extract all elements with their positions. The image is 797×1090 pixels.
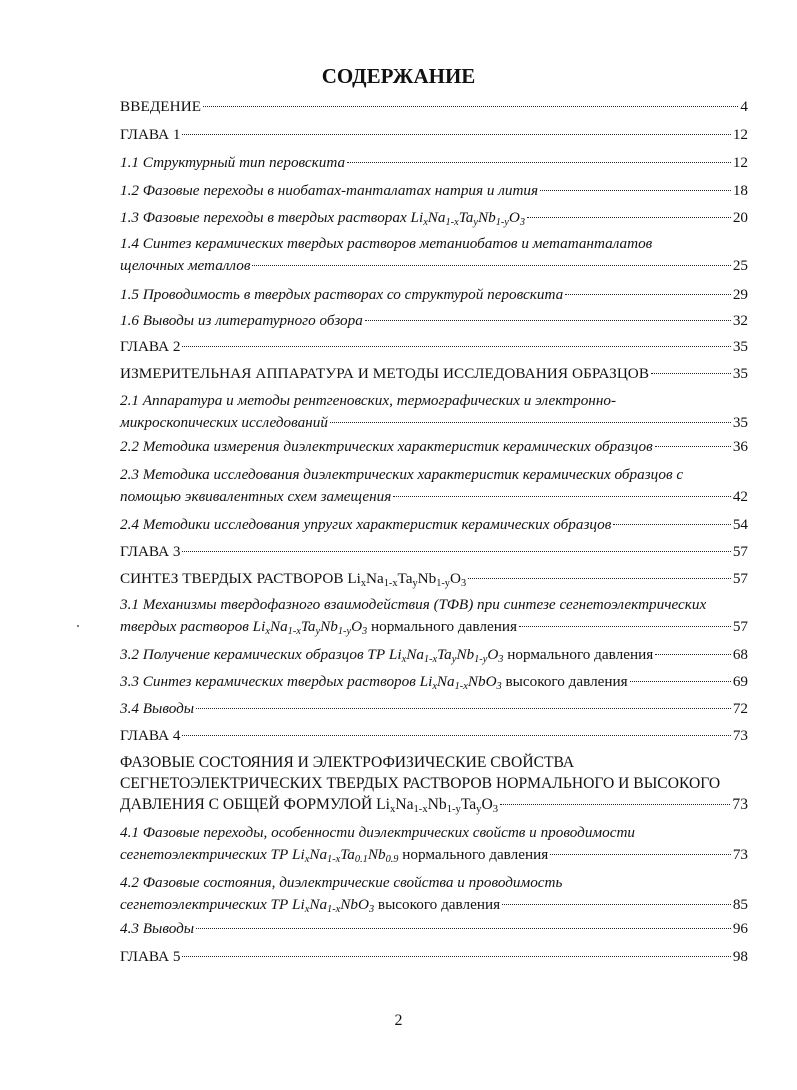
toc-entry-3-1[interactable]: 3.1 Механизмы твердофазного взаимодействия (ТФВ) при синтезе сегнетоэлектрических твердых растворов $Li_xNa_{1-x}Ta_yNb_{1-y}O_3$ нормального давления 57 xyxy=(120,596,748,637)
toc-entry-2-4[interactable]: 2.4 Методики исследования упругих характеристик керамических образцов 54 xyxy=(120,516,748,533)
toc-entry-chapter-1[interactable]: ГЛАВА 1 12 xyxy=(120,126,748,143)
toc-entry-2-3[interactable]: 2.3 Методика исследования диэлектрических характеристик керамических образцов с помощью эквивалентных схем замещения 42 xyxy=(120,466,748,505)
toc-entry-2-2[interactable]: 2.2 Методика измерения диэлектрических характеристик керамических образцов 36 xyxy=(120,438,748,455)
toc-entry-chapter-2[interactable]: ГЛАВА 2 35 xyxy=(120,338,748,355)
toc-entry-1-3[interactable]: 1.3 Фазовые переходы в твердых растворах $Li_xNa_{1-x}Ta_yNb_{1-y}O_3$ 20 xyxy=(120,209,748,228)
toc-entry-chapter-3-title[interactable]: СИНТЕЗ ТВЕРДЫХ РАСТВОРОВ $Li_xNa_{1-x}Ta_yNb_{1-y}O_3$ 57 xyxy=(120,570,748,589)
toc-entry-chapter-2-title[interactable]: ИЗМЕРИТЕЛЬНАЯ АППАРАТУРА И МЕТОДЫ ИССЛЕДОВАНИЯ ОБРАЗЦОВ 35 xyxy=(120,365,748,382)
toc-entry-4-3[interactable]: 4.3 Выводы 96 xyxy=(120,920,748,937)
toc-entry-1-2[interactable]: 1.2 Фазовые переходы в ниобатах-танталатах натрия и лития 18 xyxy=(120,182,748,199)
toc-entry-3-4[interactable]: 3.4 Выводы 72 xyxy=(120,700,748,717)
toc-entry-chapter-5[interactable]: ГЛАВА 5 98 xyxy=(120,948,748,965)
toc-entry-1-5[interactable]: 1.5 Проводимость в твердых растворах со структурой перовскита 29 xyxy=(120,286,748,303)
toc-entry-4-2[interactable]: 4.2 Фазовые состояния, диэлектрические свойства и проводимость сегнетоэлектрических ТР $Li_xNa_{1-x}NbO_3$ высокого давления 85 xyxy=(120,874,748,915)
toc-entry-introduction[interactable]: ВВЕДЕНИЕ 4 xyxy=(120,98,748,115)
toc-entry-chapter-4[interactable]: ГЛАВА 4 73 xyxy=(120,727,748,744)
toc-page: 4 xyxy=(740,98,748,115)
toc-entry-1-1[interactable]: 1.1 Структурный тип перовскита 12 xyxy=(120,154,748,171)
toc-entry-3-2[interactable]: 3.2 Получение керамических образцов ТР $Li_xNa_{1-x}Ta_yNb_{1-y}O_3$ нормального давления 68 xyxy=(120,646,748,665)
toc-entry-1-6[interactable]: 1.6 Выводы из литературного обзора 32 xyxy=(120,312,748,329)
page-title: СОДЕРЖАНИЕ xyxy=(321,64,476,88)
toc-entry-chapter-3[interactable]: ГЛАВА 3 57 xyxy=(120,543,748,560)
page-number: 2 xyxy=(394,1012,403,1029)
scan-speck xyxy=(77,625,79,627)
toc-entry-4-1[interactable]: 4.1 Фазовые переходы, особенности диэлектрических свойств и проводимости сегнетоэлектрических ТР $Li_xNa_{1-x}Ta_{0.1}Nb_{0.9}$ нормального давления 73 xyxy=(120,824,748,865)
toc-entry-1-4[interactable]: 1.4 Синтез керамических твердых растворов метаниобатов и метатанталатов щелочных металлов 25 xyxy=(120,235,748,274)
toc-entry-2-1[interactable]: 2.1 Аппаратура и методы рентгеновских, термографических и электронно- микроскопических исследований 35 xyxy=(120,392,748,431)
toc-entry-3-3[interactable]: 3.3 Синтез керамических твердых растворов $Li_xNa_{1-x}NbO_3$ высокого давления 69 xyxy=(120,673,748,692)
toc-entry-chapter-4-title[interactable]: ФАЗОВЫЕ СОСТОЯНИЯ И ЭЛЕКТРОФИЗИЧЕСКИЕ СВОЙСТВА СЕГНЕТОЭЛЕКТРИЧЕСКИХ ТВЕРДЫХ РАСТВОРОВ НОРМАЛЬНОГО И ВЫСОКОГО ДАВЛЕНИЯ С ОБЩЕЙ ФОРМУЛОЙ $Li_xNa_{1-x}Nb_{1-y}Ta_yO_3$ 73 xyxy=(120,754,748,815)
